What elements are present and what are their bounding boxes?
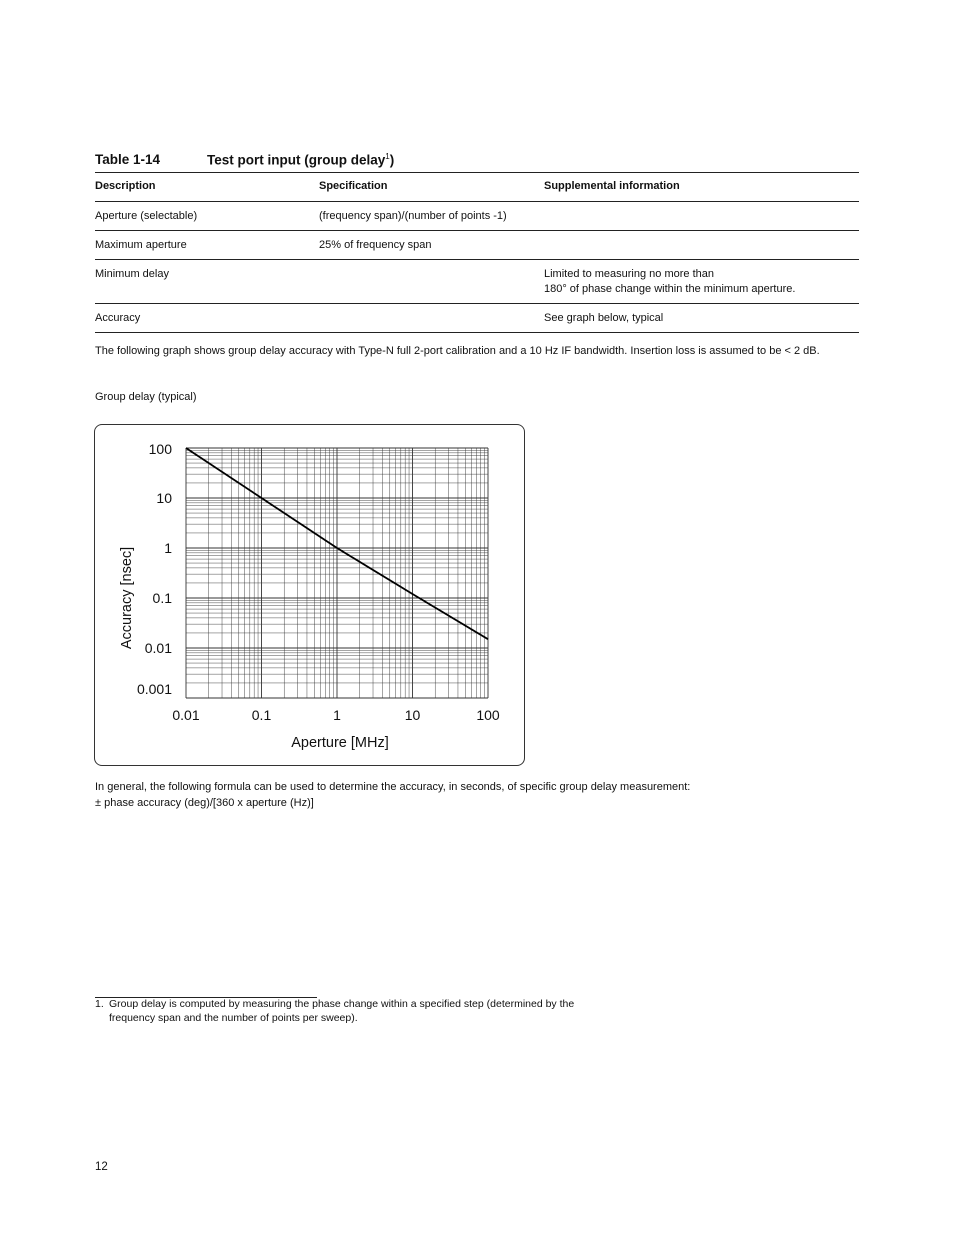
x-tick-label: 10 (404, 707, 421, 723)
table-row (95, 231, 859, 260)
y-tick-label: 100 (148, 441, 172, 457)
table-caption-text: Test port input (group delay (207, 152, 386, 168)
cell: Aperture (selectable) (95, 210, 198, 222)
cell: Accuracy (95, 312, 141, 324)
cell: Maximum aperture (95, 239, 187, 251)
chart-tick-labels (137, 441, 500, 723)
header-description: Description (95, 180, 156, 192)
cell: Minimum delay (95, 268, 169, 280)
table-caption-close: ) (389, 152, 395, 168)
x-tick-label: 1 (333, 707, 341, 723)
footnote-ref: 1 (385, 152, 390, 161)
x-tick-label: 0.01 (172, 707, 200, 723)
table-header-row (95, 173, 859, 202)
table-number: Table 1-14 (95, 152, 161, 167)
intro-text: The following graph shows group delay accuracy with Type-N full 2-port calibration and a 10 Hz IF bandwidth. Insertion loss is assumed to be < 2 dB. (95, 345, 820, 357)
cell (544, 231, 859, 260)
footnote-text-line-2: frequency span and the number of points per sweep). (109, 1012, 358, 1024)
cell (544, 202, 859, 231)
header-supplemental: Supplemental information (544, 180, 680, 192)
x-tick-label: 0.1 (251, 707, 272, 723)
cell: Limited to measuring no more than 180° of phase change within the minimum aperture. (544, 268, 796, 295)
graph-caption: Group delay (typical) (95, 391, 197, 403)
cell (319, 260, 544, 304)
cell: See graph below, typical (544, 312, 664, 324)
footnote-text-line-1: Group delay is computed by measuring the phase change within a specified step (determined by the (109, 998, 575, 1010)
spec-table (95, 172, 859, 333)
table-row (95, 260, 859, 304)
y-tick-label: 10 (156, 490, 172, 506)
x-axis-label: Aperture [MHz] (291, 735, 389, 751)
header-specification: Specification (319, 180, 388, 192)
y-tick-label: 0.1 (152, 590, 172, 606)
table-row (95, 202, 859, 231)
table-title (95, 152, 395, 168)
y-tick-label: 0.01 (144, 640, 172, 656)
cell: (frequency span)/(number of points -1) (319, 210, 507, 222)
formula-intro: In general, the following formula can be used to determine the accuracy, in seconds, of specific group delay measurement: (95, 781, 691, 793)
x-tick-label: 100 (476, 707, 500, 723)
y-tick-label: 0.001 (136, 681, 172, 697)
footnote-number: 1. (95, 998, 104, 1010)
table-caption (207, 152, 394, 168)
cell: 25% of frequency span (319, 239, 432, 251)
table-row (95, 304, 859, 333)
page-number: 12 (95, 1161, 108, 1173)
formula-expression: ± phase accuracy (deg)/[360 x aperture (Hz)] (95, 797, 314, 809)
cell (319, 304, 544, 333)
chart-grid (186, 448, 488, 698)
y-axis-label: Accuracy [nsec] (119, 546, 135, 650)
y-tick-label: 1 (164, 540, 172, 556)
group-delay-chart (94, 424, 525, 766)
